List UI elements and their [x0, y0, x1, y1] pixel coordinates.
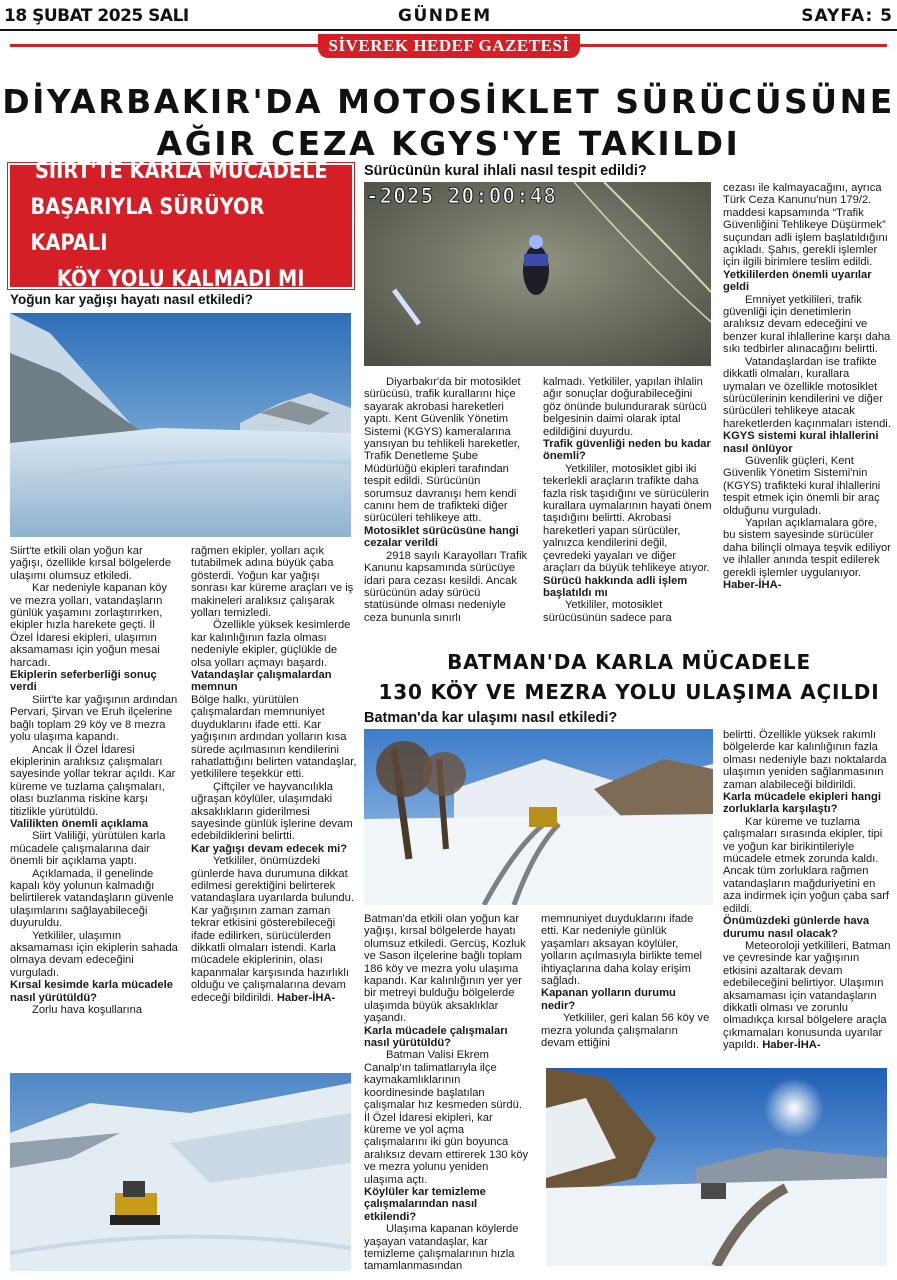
siirt-column-1: [10, 545, 178, 1016]
siirt-headline-line1: SİİRT'TE KARLA MÜCADELE: [34, 159, 328, 184]
subheading: [10, 669, 178, 694]
text: Emniyet yetkilileri, trafik güvenliği için denetimlerin aralıksız devam edeceğini ve benzer kural ihlallerine karşı daha sıkı tedbirler alınacağını belirtti.: [723, 293, 891, 356]
paragraph: [543, 463, 713, 575]
text: Bölge halkı, yürütülen çalışmalardan memnuniyet duyduklarını ifade etti. Kar yağışının ardından yolların kısa sürede açılmasının kendilerini rahatlattığını belirten vatandaşlar, yetkililere teşekkür etti.: [191, 693, 357, 781]
text: 2918 sayılı Karayolları Trafik Kanunu kapsamında sürücüye idari para cezası kesildi. Ancak sürücünün aday sürücü statüsünde olması nedeniyle ceza bununla sınırlı: [364, 549, 528, 624]
batman-column-2: [541, 913, 711, 1049]
paragraph: [10, 582, 178, 669]
batman-question: Batman'da kar ulaşımı nasıl etkiledi?: [364, 710, 618, 726]
kgys-camera-photo: [364, 182, 711, 366]
text: Yetkililer, motosiklet gibi iki tekerlekli araçların trafikte daha fazla risk taşıdığını ve sürücülerin kurallara uymalarının hayati önem taşıdığını belirtti. Akrobasi hareketleri yapan sürücüler, yalnızca kendilerini değil, çevredeki yayaları ve diğer araçları da büyük tehlikeye atıyor.: [543, 462, 712, 575]
subheading: [10, 979, 178, 1004]
text: Siirt'te etkili olan yoğun kar yağışı, özellikle kırsal bölgelerde ulaşımı olumsuz etkiledi.: [10, 545, 172, 582]
paragraph: [10, 744, 178, 818]
text: Karla mücadele çalışmaları nasıl yürütüldü?: [364, 1024, 508, 1050]
batman-snowplow-photo: [364, 729, 713, 905]
banner: [318, 34, 580, 58]
diyarbakir-column-1: [364, 376, 530, 624]
subheading: [723, 269, 891, 294]
main-headline-line2: AĞIR CEZA KGYS'YE TAKILDI: [156, 124, 741, 163]
batman-mountain-road-photo: [546, 1068, 887, 1266]
text: Kapanan yolların durumu nedir?: [541, 987, 676, 1012]
text: Önümüzdeki günlerde hava durumu nasıl olacak?: [723, 915, 870, 940]
paragraph: [723, 816, 891, 915]
paragraph: [10, 1004, 178, 1016]
camera-timestamp: -2025 20:00:48: [366, 184, 558, 208]
paragraph: [10, 545, 178, 582]
text: Ancak İl Özel İdaresi ekiplerinin aralıksız çalışmaları sayesinde yollar tekrar açıldı. Kar küreme ve tuzlama çalışmaları, olası buzlanma riskine karşı titizlikle yürütüldü.: [10, 743, 176, 818]
diyarbakir-question: Sürücünün kural ihlali nasıl tespit edildi?: [364, 163, 647, 179]
paragraph: [191, 619, 359, 669]
diyarbakir-column-3: [723, 182, 891, 591]
text: Yetkililerden önemli uyarılar geldi: [723, 268, 872, 294]
batman-column-3: [723, 729, 891, 1052]
paragraph: [364, 376, 530, 525]
paragraph: [364, 1049, 530, 1185]
paragraph: [191, 694, 359, 781]
siirt-question: Yoğun kar yağışı hayatı nasıl etkiledi?: [10, 292, 253, 307]
subheading: [543, 575, 713, 600]
text: Yetkililer, geri kalan 56 köy ve mezra yolunda çalışmaların devam ettiğini: [541, 1012, 710, 1050]
paragraph: [191, 855, 359, 1004]
paragraph: [191, 781, 359, 843]
subheading: [364, 1025, 530, 1050]
paragraph: [10, 930, 178, 980]
subheading: [723, 791, 891, 816]
text: Diyarbakır'da bir motosiklet sürücüsü, trafik kurallarını hiçe sayarak akrobasi hareketleri yaptı. Kent Güvenlik Yönetim Sistemi (KGYS) kameralarına yansıyan bu tehlikeli hareketler, Trafik Denetleme Şube Müdürlüğü ekipleri tarafından tespit edildi. Sürücünün sorumsuz davranışı hem kendi canını hem de trafikteki diğer sürücüleri tehlikeye attı.: [364, 376, 521, 525]
paragraph: [543, 376, 713, 438]
paragraph: [543, 599, 713, 624]
text: Yetkililer, motosiklet sürücüsünün sadece para: [543, 599, 672, 624]
siirt-column-2: [191, 545, 359, 1004]
subheading: [191, 843, 359, 855]
diyarbakir-column-2: [543, 376, 713, 624]
subheading: [541, 987, 711, 1012]
text: rağmen ekipler, yolları açık tutabilmek adına büyük çaba gösterdi. Yoğun kar yağışı sonrası kar küreme araçları ve iş makineleri aralıksız çalışarak yolları temizledi.: [191, 545, 354, 620]
subheading: [723, 430, 891, 455]
paragraph: [723, 517, 891, 591]
subheading: [10, 818, 178, 830]
text: Motosiklet sürücüsüne hangi cezalar verildi: [364, 524, 519, 550]
subheading: [364, 1186, 530, 1223]
text: Kar nedeniyle kapanan köy ve mezra yolları, vatandaşların günlük yaşamını zorlaştırırken, ekipler hızla harekete geçti. İl Özel İdaresi ekipleri, ulaşımın aksamaması için yoğun mesai harcadı.: [10, 582, 167, 669]
subheading: [191, 669, 359, 694]
siirt-bulldozer-photo: [10, 1073, 351, 1271]
siirt-headline-line3: KÖY YOLU KALMADI MI: [57, 267, 305, 292]
text: Yetkililer, ulaşımın aksamaması için ekiplerin sahada olmaya devam edeceğini vurguladı.: [10, 929, 178, 979]
banner-text: SİVEREK HEDEF GAZETESİ: [328, 36, 570, 55]
text: Siirt Valiliği, yürütülen karla mücadele çalışmalarına dair önemli bir açıklama yaptı.: [10, 830, 166, 868]
paragraph: [723, 940, 891, 1052]
paragraph: [10, 868, 178, 930]
text: cezası ile kalmayacağını, ayrıca Türk Ceza Kanunu'nun 179/2. maddesi kapsamında “Trafik Güvenliğini Tehlikeye Düşürmek” suçundan adli işlem başlatıldığını açıkladı. Şahıs, gerekli işlemler için ilgili birimlere teslim edildi.: [723, 182, 888, 269]
text: Batman'da etkili olan yoğun kar yağışı, kırsal bölgelerde hayatı olumsuz etkiledi. Gercüş, Kozluk ve Sason ilçelerine bağlı toplam 186 köy ve mezra yolu ulaşıma kapandı. Kar kalınlığının yer yer bir metreyi bulduğu bölgelerde ulaşımda büyük aksaklıklar yaşandı.: [364, 913, 526, 1025]
text: Kırsal kesimde karla mücadele nasıl yürütüldü?: [10, 979, 173, 1004]
text: Siirt'te kar yağışının ardından Pervari, Şirvan ve Eruh ilçelerine bağlı toplam 29 köy ve 8 mezra yolu ulaşıma kapandı.: [10, 693, 178, 744]
text: Meteoroloji yetkilileri, Batman ve çevresinde kar yağışının etkisini azaltarak devam edebileceğini belirtiyor. Ulaşımın aksamaması için vatandaşların dikkatli olması ve zorunlu olmadıkça kırsal bölgelere araçla çıkmamaları konusunda uyarılar yapıldı.: [723, 939, 891, 1052]
text: kalmadı. Yetkililer, yapılan ihlalin ağır sonuçlar doğurabileceğini göz önünde bulundurarak sürücü belgesinin daimi olarak iptal edildiğini duyurdu.: [543, 376, 707, 438]
paragraph: [10, 830, 178, 867]
paragraph: [723, 182, 891, 269]
page-number: SAYFA: 5: [801, 6, 893, 26]
text: Yetkililer, önümüzdeki günlerde hava durumuna dikkat edilmesi gerektiğini belirterek vatandaşlara uyarılarda bulundu. Kar yağışının zaman zaman tekrar etkisini gösterebileceği ifade edilirken, sürücülerden dikkatli olmaları istendi. Karla mücadele ekiplerinin, olası kapanmalar karşısında hazırlıklı olduğu ve çalışmalarına devam edeceği bildirildi.: [191, 855, 354, 1004]
subheading: [543, 438, 713, 463]
text: memnuniyet duyduklarını ifade etti. Kar nedeniyle günlük yaşamları aksayan köylüler, yolların açılmasıyla birlikte temel ihtiyaçlarına daha kolay erişim sağladı.: [541, 913, 703, 988]
batman-column-1: [364, 913, 530, 1273]
text: belirtti. Özellikle yüksek rakımlı bölgelerde kar kalınlığının fazla olması nedeniyle bazı noktalarda ulaşımın yeniden sağlanmasının zaman alabileceği bildirildi.: [723, 729, 887, 791]
text: Valilikten önemli açıklama: [10, 817, 149, 830]
text: KGYS sistemi kural ihlallerini nasıl önlüyor: [723, 430, 879, 455]
text: Ekiplerin seferberliği sonuç verdi: [10, 669, 157, 694]
main-headline-line1: DİYARBAKIR'DA MOTOSİKLET SÜRÜCÜSÜNE: [2, 82, 895, 121]
text: Vatandaşlardan ise trafikte dikkatli olmaları, kurallara uymaları ve özellikle motosiklet sürücülerinin kendilerini ve diğer sürücüleri tehlikeye atacak hareketlerden kaçınmaları istendi.: [723, 355, 891, 430]
subheading: [364, 525, 530, 550]
paragraph: [723, 356, 891, 430]
text: Kar yağışı devam edecek mi?: [191, 842, 348, 855]
signature: Haber-İHA-: [276, 991, 336, 1004]
text: Ulaşıma kapanan köylerde yaşayan vatandaşlar, kar temizleme çalışmalarının hızla tamamlanmasından: [364, 1223, 519, 1273]
signature: Haber-İHA-: [762, 1039, 821, 1052]
paragraph: [723, 455, 891, 517]
paragraph: [541, 1012, 711, 1049]
text: Açıklamada, il genelinde kapalı köy yolunun kalmadığı belirtilerek vatandaşların güvenle ulaşımlarını sağlayabileceği duyuruldu.: [10, 867, 174, 930]
text: Sürücü hakkında adli işlem başlatıldı mı: [543, 574, 688, 599]
paragraph: [723, 294, 891, 356]
siirt-headline-box: [8, 159, 354, 292]
paragraph: [364, 550, 530, 624]
signature: Haber-İHA-: [723, 579, 782, 591]
text: Güvenlik güçleri, Kent Güvenlik Yönetim Sistemi'nin (KGYS) trafikteki kural ihlallerini tespit etmek için önemli bir araç olduğunu vurguladı.: [723, 454, 881, 517]
paragraph: [364, 1223, 530, 1273]
text: Trafik güvenliği neden bu kadar önemli?: [543, 438, 711, 463]
paragraph: [10, 694, 178, 744]
issue-date: 18 ŞUBAT 2025 SALI: [4, 6, 189, 26]
text: Çiftçiler ve hayvancılıkla uğraşan köylüler, ulaşımdaki aksaklıkların giderilmesi sayesinde günlük işlerine devam edebildiklerini belirtti.: [191, 780, 353, 843]
batman-headline-line1: BATMAN'DA KARLA MÜCADELE: [447, 650, 811, 674]
paragraph: [541, 913, 711, 987]
text: Vatandaşlar çalışmalardan memnun: [191, 669, 332, 694]
text: Köylüler kar temizleme çalışmalarından nasıl etkilendi?: [364, 1185, 486, 1223]
paragraph: [723, 729, 891, 791]
text: Karla mücadele ekipleri hangi zorluklarla karşılaştı?: [723, 791, 881, 816]
header-rule: [0, 29, 897, 31]
siirt-headline-line2: BAŞARIYLA SÜRÜYOR KAPALI: [30, 195, 265, 256]
text: Kar küreme ve tuzlama çalışmaları sırasında ekipler, tipi ve yoğun kar birikintileriyle mücadele etmek zorunda kaldı. Ancak tüm zorluklara rağmen vatandaşların mağduriyetini en aza indirmek için yoğun çaba sarf edildi.: [723, 815, 890, 915]
paragraph: [364, 913, 530, 1025]
section-name: GÜNDEM: [398, 6, 492, 26]
siirt-snowy-road-photo: [10, 313, 351, 537]
text: Batman Valisi Ekrem Canalp'ın talimatlarıyla ilçe kaymakamlıklarının koordinesinde başlatılan çalışmalar hız kesmeden sürdü. İl Özel İdaresi ekipleri, kar küreme ve yol açma çalışmalarını iki gün boyunca aralıksız devam ettirerek 130 köy ve mezra yolunu yeniden ulaşıma açtı.: [364, 1049, 529, 1186]
text: Zorlu hava koşullarına: [32, 1004, 143, 1017]
text: Yapılan açıklamalara göre, bu sistem sayesinde sürücüler daha bilinçli olmaya teşvik ediliyor ve ihlaller anında tespit edilerek gerekli işlemler uygulanıyor.: [723, 516, 891, 579]
subheading: [723, 915, 891, 940]
text: Özellikle yüksek kesimlerde kar kalınlığının fazla olması nedeniyle ekipler, güçlükle de olsa yolları açmayı başardı.: [191, 619, 351, 669]
paragraph: [191, 545, 359, 619]
batman-headline-line2: 130 KÖY VE MEZRA YOLU ULAŞIMA AÇILDI: [378, 680, 880, 704]
